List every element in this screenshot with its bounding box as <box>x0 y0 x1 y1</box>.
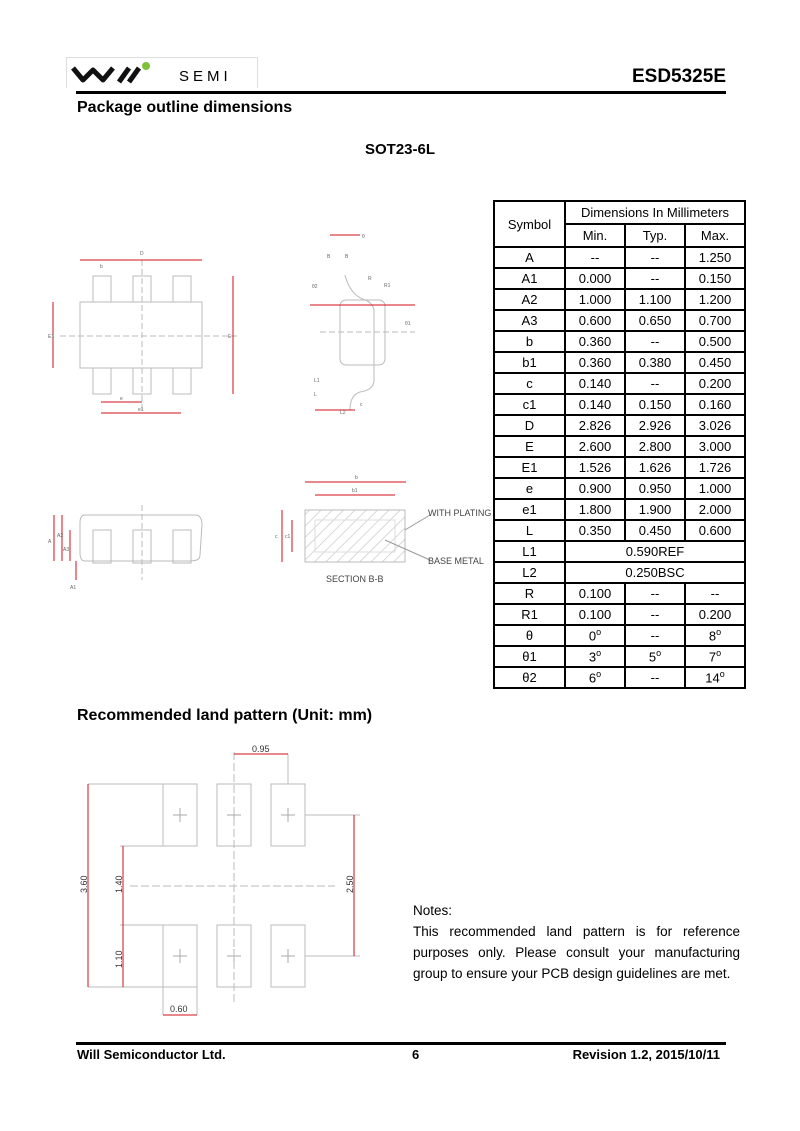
cell-min: 2.600 <box>565 436 625 457</box>
cell-symbol: R1 <box>494 604 565 625</box>
dim-pitch: 0.95 <box>252 744 270 754</box>
cell-symbol: E <box>494 436 565 457</box>
cell-max: 0.150 <box>685 268 745 289</box>
table-row <box>494 352 745 373</box>
package-name: SOT23-6L <box>364 141 436 158</box>
footer-page-number: 6 <box>412 1047 420 1062</box>
label-B-left: B <box>327 254 331 260</box>
section-bb-drawing <box>270 470 495 595</box>
cell-value: 0.250BSC <box>565 562 745 583</box>
logo-text: SEMI <box>179 68 232 85</box>
cell-symbol: A1 <box>494 268 565 289</box>
cell-max: 8$^o$ <box>685 625 745 646</box>
cell-typ: 1.900 <box>625 499 685 520</box>
cell-max: 1.000 <box>685 478 745 499</box>
cell-typ: -- <box>625 331 685 352</box>
table-row <box>494 583 745 604</box>
cell-max: 0.500 <box>685 331 745 352</box>
cell-typ: 0.150 <box>625 394 685 415</box>
dimensions-table <box>493 200 746 689</box>
dim-pad-width: 0.60 <box>170 1004 188 1014</box>
cell-min: 0.600 <box>565 310 625 331</box>
cell-value: 0.590REF <box>565 541 745 562</box>
header-rule <box>76 91 726 94</box>
base-metal-label: BASE METAL <box>428 556 484 566</box>
cell-min: 0.360 <box>565 352 625 373</box>
col-typ: Typ. <box>625 224 685 247</box>
table-row <box>494 541 745 562</box>
cell-symbol: e <box>494 478 565 499</box>
cell-symbol: D <box>494 415 565 436</box>
degree-symbol: o <box>596 627 602 638</box>
table-row <box>494 604 745 625</box>
cell-typ: 0.650 <box>625 310 685 331</box>
degree-symbol: o <box>719 669 725 680</box>
cell-min: 0.350 <box>565 520 625 541</box>
table-row <box>494 457 745 478</box>
cell-symbol: θ1 <box>494 646 565 667</box>
cell-typ: 2.926 <box>625 415 685 436</box>
cell-min: 0.100 <box>565 583 625 604</box>
cell-min: 2.826 <box>565 415 625 436</box>
col-max: Max. <box>685 224 745 247</box>
cell-max: 2.000 <box>685 499 745 520</box>
table-row <box>494 436 745 457</box>
cell-typ: -- <box>625 667 685 688</box>
cell-symbol: L2 <box>494 562 565 583</box>
cell-symbol: A2 <box>494 289 565 310</box>
cell-typ: 0.950 <box>625 478 685 499</box>
cell-typ: -- <box>625 247 685 268</box>
cell-min: 0.900 <box>565 478 625 499</box>
notes-text: This recommended land pattern is for reference purposes only. Please consult your manufacturing group to ensure your PCB design guidelines are met. <box>413 924 740 981</box>
section-title: SECTION B-B <box>326 574 384 584</box>
cell-symbol: E1 <box>494 457 565 478</box>
cell-symbol: R <box>494 583 565 604</box>
cell-max: 1.200 <box>685 289 745 310</box>
section-label-c1: c1 <box>285 534 291 540</box>
doc-part-number: ESD5325E <box>631 66 726 87</box>
cell-min: 0$^o$ <box>565 625 625 646</box>
label-R1: R1 <box>384 283 391 289</box>
table-row <box>494 247 745 268</box>
table-row <box>494 289 745 310</box>
degree-symbol: o <box>716 627 722 638</box>
cell-max: 0.700 <box>685 310 745 331</box>
cell-max: 0.160 <box>685 394 745 415</box>
label-L1: L1 <box>314 378 320 384</box>
cell-max: 0.200 <box>685 604 745 625</box>
cell-max: 0.200 <box>685 373 745 394</box>
cell-typ: 1.100 <box>625 289 685 310</box>
cell-typ: 1.626 <box>625 457 685 478</box>
table-row <box>494 520 745 541</box>
cell-min: 1.000 <box>565 289 625 310</box>
section-label-b1: b1 <box>352 488 358 494</box>
cell-typ: -- <box>625 604 685 625</box>
cell-symbol: θ <box>494 625 565 646</box>
cell-min: 0.140 <box>565 394 625 415</box>
table-row <box>494 268 745 289</box>
land-pattern-drawing <box>70 740 370 1030</box>
cell-min: 0.100 <box>565 604 625 625</box>
front-view-drawing <box>40 505 220 595</box>
cell-min: 3$^o$ <box>565 646 625 667</box>
cell-max: 1.250 <box>685 247 745 268</box>
table-row <box>494 331 745 352</box>
section-title-outline: Package outline dimensions <box>77 99 293 116</box>
cell-symbol: θ2 <box>494 667 565 688</box>
label-b: b <box>100 264 103 270</box>
section-title-land-pattern: Recommended land pattern (Unit: mm) <box>77 707 373 724</box>
cell-min: -- <box>565 247 625 268</box>
label-theta2: θ2 <box>312 284 318 290</box>
table-row <box>494 394 745 415</box>
cell-max: 0.600 <box>685 520 745 541</box>
side-view-drawing <box>300 230 430 425</box>
label-e1: e1 <box>138 407 144 413</box>
cell-symbol: L <box>494 520 565 541</box>
col-min: Min. <box>565 224 625 247</box>
cell-symbol: A <box>494 247 565 268</box>
notes <box>413 900 740 984</box>
table-row <box>494 562 745 583</box>
label-A: A <box>48 539 52 545</box>
table-row <box>494 625 745 646</box>
cell-typ: -- <box>625 625 685 646</box>
cell-typ: -- <box>625 268 685 289</box>
label-A2: A2 <box>57 533 64 539</box>
top-view-drawing <box>40 240 260 420</box>
cell-typ: -- <box>625 583 685 604</box>
label-A1: A1 <box>70 585 77 591</box>
label-E: E <box>228 334 232 340</box>
table-row <box>494 667 745 688</box>
label-E1: E1 <box>48 334 55 340</box>
label-theta1: θ1 <box>405 321 411 327</box>
footer-revision: Revision 1.2, 2015/10/11 <box>572 1047 720 1062</box>
section-label-b: b <box>355 475 358 481</box>
cell-min: 6$^o$ <box>565 667 625 688</box>
dim-gap: 1.40 <box>114 875 124 893</box>
symbol-header: Symbol <box>494 201 565 247</box>
label-e: e <box>120 396 123 402</box>
cell-symbol: c1 <box>494 394 565 415</box>
cell-max: 7$^o$ <box>685 646 745 667</box>
section-label-c: c <box>275 534 278 540</box>
table-row <box>494 310 745 331</box>
dim-header: Dimensions In Millimeters <box>565 201 745 224</box>
label-A3: A3 <box>63 547 70 553</box>
cell-symbol: L1 <box>494 541 565 562</box>
table-row <box>494 373 745 394</box>
cell-typ: -- <box>625 373 685 394</box>
table-row <box>494 499 745 520</box>
cell-symbol: e1 <box>494 499 565 520</box>
notes-title: Notes: <box>413 903 453 918</box>
cell-symbol: b1 <box>494 352 565 373</box>
dim-total: 3.60 <box>79 875 89 893</box>
with-plating-label: WITH PLATING <box>428 508 492 518</box>
cell-typ: 0.380 <box>625 352 685 373</box>
cell-min: 1.800 <box>565 499 625 520</box>
cell-max: 3.000 <box>685 436 745 457</box>
degree-symbol: o <box>596 669 602 680</box>
footer-company: Will Semiconductor Ltd. <box>77 1047 226 1062</box>
dim-pad-length: 1.10 <box>114 950 124 968</box>
footer-rule <box>76 1042 726 1045</box>
table-row <box>494 415 745 436</box>
cell-min: 0.360 <box>565 331 625 352</box>
label-L2: L2 <box>340 410 346 416</box>
cell-min: 0.000 <box>565 268 625 289</box>
label-theta: θ <box>362 234 365 240</box>
body-outline <box>80 302 202 368</box>
cell-typ: 0.450 <box>625 520 685 541</box>
degree-symbol: o <box>596 648 602 659</box>
cell-min: 0.140 <box>565 373 625 394</box>
cell-typ: 5$^o$ <box>625 646 685 667</box>
cell-max: 3.026 <box>685 415 745 436</box>
cell-min: 1.526 <box>565 457 625 478</box>
label-D: D <box>140 251 144 257</box>
cell-max: -- <box>685 583 745 604</box>
cell-symbol: b <box>494 331 565 352</box>
degree-symbol: o <box>656 648 662 659</box>
label-c: c <box>360 402 363 408</box>
label-R: R <box>368 276 372 282</box>
cell-symbol: A3 <box>494 310 565 331</box>
label-L: L <box>314 392 317 398</box>
logo <box>66 57 258 88</box>
table-row <box>494 646 745 667</box>
cell-max: 14$^o$ <box>685 667 745 688</box>
cell-symbol: c <box>494 373 565 394</box>
label-B-right: B <box>345 254 349 260</box>
table-row <box>494 478 745 499</box>
cell-max: 0.450 <box>685 352 745 373</box>
degree-symbol: o <box>716 648 722 659</box>
cell-typ: 2.800 <box>625 436 685 457</box>
cell-max: 1.726 <box>685 457 745 478</box>
dim-center: 2.50 <box>345 875 355 893</box>
